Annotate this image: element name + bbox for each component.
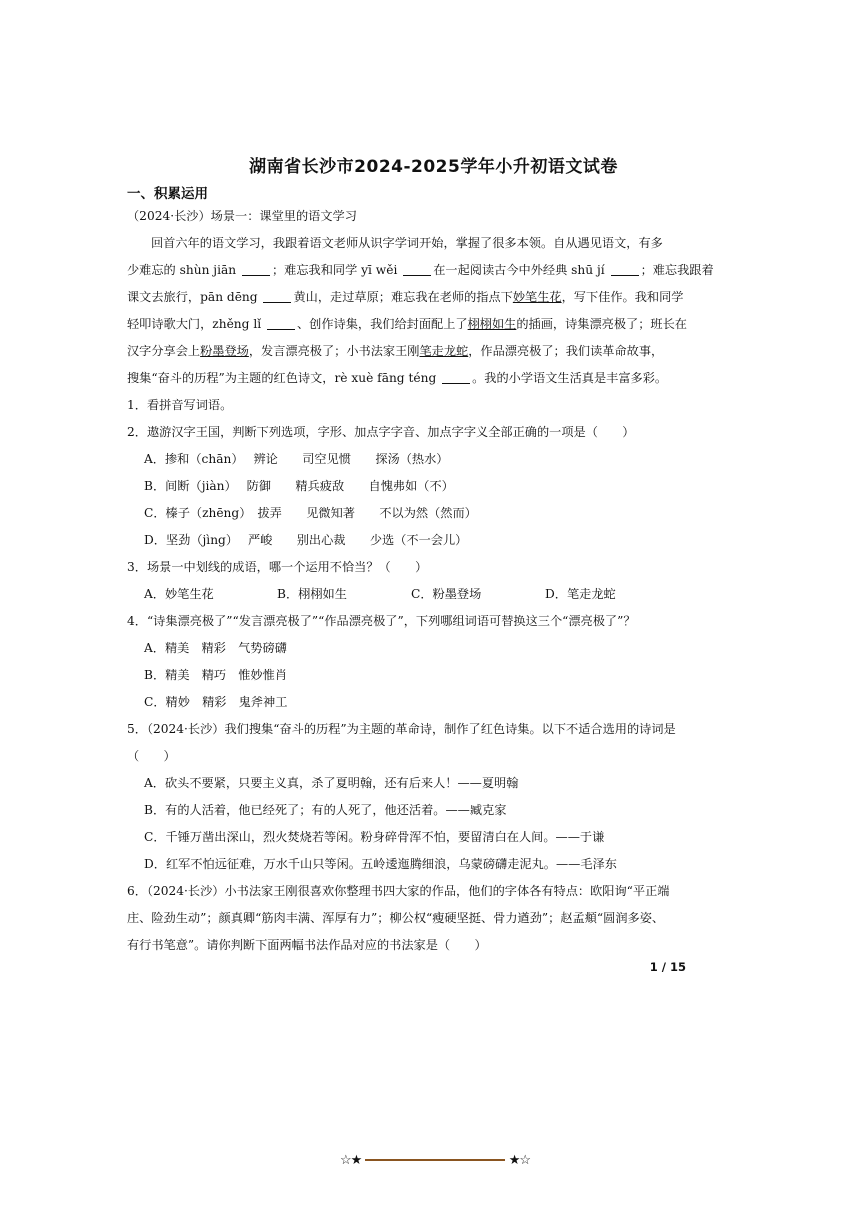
footer-ornament — [340, 1151, 530, 1169]
question-2-option[interactable]: C．榛子（zhēng） 拔弄 见微知著 不以为然（然而） — [144, 506, 477, 520]
question-3: 3．场景一中划线的成语，哪一个运用不恰当？（ ） — [127, 560, 428, 574]
passage-line: 轻叩诗歌大门，zhěng lǐ 、创作诗集，我们给封面配上了栩栩如生的插画，诗集漂亮极了；班长在 — [127, 317, 687, 331]
question-2-option[interactable]: D．坚劲（jìng） 严峻 别出心裁 少选（不一会儿） — [144, 533, 468, 547]
answer-blank[interactable] — [611, 261, 639, 276]
page-number: 1 / 15 — [649, 960, 686, 974]
question-4-option[interactable]: B．精美 精巧 惟妙惟肖 — [144, 668, 288, 682]
question-3-option[interactable]: D．笔走龙蛇 — [545, 587, 616, 601]
answer-blank[interactable] — [267, 315, 295, 330]
scene-label: （2024·长沙）场景一：课堂里的语文学习 — [127, 209, 357, 223]
answer-blank[interactable] — [263, 288, 291, 303]
question-6: 6．（2024·长沙）小书法家王刚很喜欢你整理书四大家的作品，他们的字体各有特点：欧阳询“平正端 — [127, 884, 670, 898]
underlined-idiom: 粉墨登场 — [200, 344, 249, 358]
question-2-option[interactable]: B．间断（jiàn） 防御 精兵疲敌 自愧弗如（不） — [144, 479, 454, 493]
passage-line: 少难忘的 shùn jiān ；难忘我和同学 yī wěi 在一起阅读古今中外经典 shū jí ；难忘我跟着 — [127, 263, 714, 277]
question-4-option[interactable]: A．精美 精彩 气势磅礴 — [144, 641, 287, 655]
question-5-option[interactable]: D．红军不怕远征难，万水千山只等闲。五岭逶迤腾细浪，乌蒙磅礴走泥丸。——毛泽东 — [144, 857, 617, 871]
passage-line: 回首六年的语文学习，我跟着语文老师从识字学词开始，掌握了很多本领。自从遇见语文，有多 — [151, 236, 663, 250]
underlined-idiom: 栩栩如生 — [467, 317, 517, 331]
question-3-option[interactable]: B．栩栩如生 — [277, 587, 347, 601]
question-5-option[interactable]: B．有的人活着，他已经死了；有的人死了，他还活着。——臧克家 — [144, 803, 507, 817]
question-5-option[interactable]: A．砍头不要紧，只要主义真，杀了夏明翰，还有后来人！——夏明翰 — [144, 776, 519, 790]
question-2: 2．遨游汉字王国，判断下列选项，字形、加点字字音、加点字字义全部正确的一项是（ ） — [127, 425, 635, 439]
passage-line: 搜集“奋斗的历程”为主题的红色诗文，rè xuè fāng téng 。我的小学语文生活真是丰富多彩。 — [127, 371, 668, 385]
footer-divider — [365, 1159, 504, 1161]
page-title: 湖南省长沙市2024-2025学年小升初语文试卷 — [249, 157, 618, 177]
underlined-idiom: 笔走龙蛇 — [419, 344, 469, 358]
question-3-option[interactable]: A．妙笔生花 — [144, 587, 214, 601]
question-5: 5．（2024·长沙）我们搜集“奋斗的历程”为主题的革命诗，制作了红色诗集。以下不适合选用的诗词是 — [127, 722, 676, 736]
answer-blank[interactable] — [403, 261, 431, 276]
star-icon: ☆★ — [340, 1152, 362, 1168]
passage-line: 汉字分享会上粉墨登场，发言漂亮极了；小书法家王刚笔走龙蛇，作品漂亮极了；我们读革命故事， — [127, 344, 664, 358]
question-6-line: 庄、险劲生动”；颜真卿“筋肉丰满、浑厚有力”；柳公权“瘦硬坚挺、骨力遒劲”；赵孟頫“圆润多姿、 — [127, 911, 665, 925]
answer-blank[interactable] — [442, 369, 470, 384]
question-5-paren: （ ） — [127, 749, 176, 763]
question-4: 4．“诗集漂亮极了”“发言漂亮极了”“作品漂亮极了”，下列哪组词语可替换这三个“漂亮极了”？ — [127, 614, 636, 628]
question-1: 1．看拼音写词语。 — [127, 398, 233, 412]
question-3-option[interactable]: C．粉墨登场 — [411, 587, 482, 601]
question-2-option[interactable]: A．掺和（chān） 辨论 司空见惯 探汤（热水） — [144, 452, 449, 466]
section-heading: 一、积累运用 — [127, 186, 208, 202]
question-5-option[interactable]: C．千锤万凿出深山，烈火焚烧若等闲。粉身碎骨浑不怕，要留清白在人间。——于谦 — [144, 830, 605, 844]
question-6-line: 有行书笔意”。请你判断下面两幅书法作品对应的书法家是（ ） — [127, 938, 487, 952]
answer-blank[interactable] — [242, 261, 270, 276]
document-body — [127, 203, 714, 959]
underlined-idiom: 妙笔生花 — [512, 290, 562, 304]
star-icon: ★☆ — [508, 1152, 530, 1168]
question-4-option[interactable]: C．精妙 精彩 鬼斧神工 — [144, 695, 288, 709]
passage-line: 课文去旅行，pān dēng 黄山，走过草原；难忘我在老师的指点下妙笔生花，写下佳作。我和同学 — [127, 290, 684, 304]
question-3-options — [127, 581, 687, 608]
